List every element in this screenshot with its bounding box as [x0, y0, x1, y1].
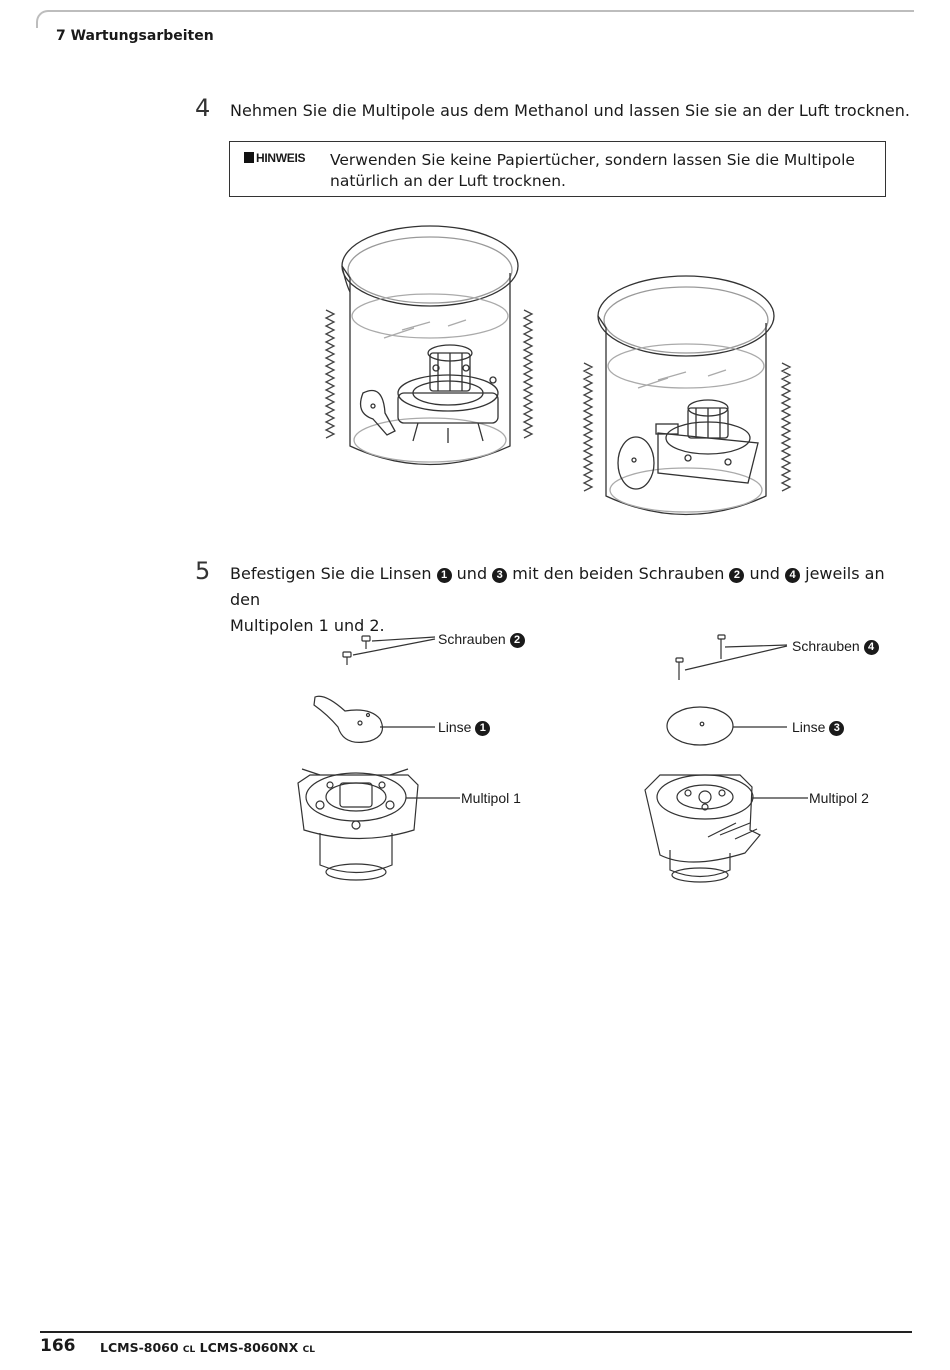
beaker-right [598, 276, 774, 515]
step-5-number: 5 [195, 557, 211, 585]
step-5-text: Befestigen Sie die Linsen 1 und 3 mit den beiden Schrauben 2 und 4 jeweils an den Multipolen 1 und 2. [230, 564, 885, 635]
beakers-illustration [318, 218, 798, 528]
step-4-text: Nehmen Sie die Multipole aus dem Methanol und lassen Sie sie an der Luft trocknen. [230, 101, 910, 120]
note-text: Verwenden Sie keine Papiertücher, sondern lassen Sie die Multipole natürlich an der Luft trocknen. [330, 151, 855, 190]
note-icon [244, 152, 254, 163]
label-lens-1: Linse 1 [438, 719, 490, 736]
chapter-title: 7 Wartungsarbeiten [56, 28, 214, 44]
label-lens-3: Linse 3 [792, 719, 844, 736]
screws-left [343, 636, 435, 665]
label-screws-2: Schrauben 2 [438, 631, 525, 648]
assembly-illustration [290, 625, 890, 890]
note-label: HINWEIS [244, 151, 305, 165]
lens-right [667, 707, 787, 745]
product-name: LCMS-8060 CL LCMS-8060NX CL [100, 1340, 315, 1355]
step-4-number: 4 [195, 94, 211, 122]
callout-2: 2 [729, 568, 744, 583]
screws-right [676, 635, 787, 680]
callout-1: 1 [437, 568, 452, 583]
multipole-left [298, 769, 460, 880]
footer-rule [40, 1331, 912, 1333]
note-box [229, 141, 886, 197]
page-number: 166 [40, 1336, 76, 1356]
multipole-right [645, 775, 808, 882]
beaker-left [342, 226, 518, 465]
lens-left [314, 696, 435, 742]
vibration-marks-left [326, 310, 532, 438]
vibration-marks-right [584, 363, 790, 491]
label-multipole-1: Multipol 1 [461, 790, 521, 806]
callout-4: 4 [785, 568, 800, 583]
label-multipole-2: Multipol 2 [809, 790, 869, 806]
label-screws-4: Schrauben 4 [792, 638, 879, 655]
callout-3: 3 [492, 568, 507, 583]
header-rule [36, 10, 914, 28]
